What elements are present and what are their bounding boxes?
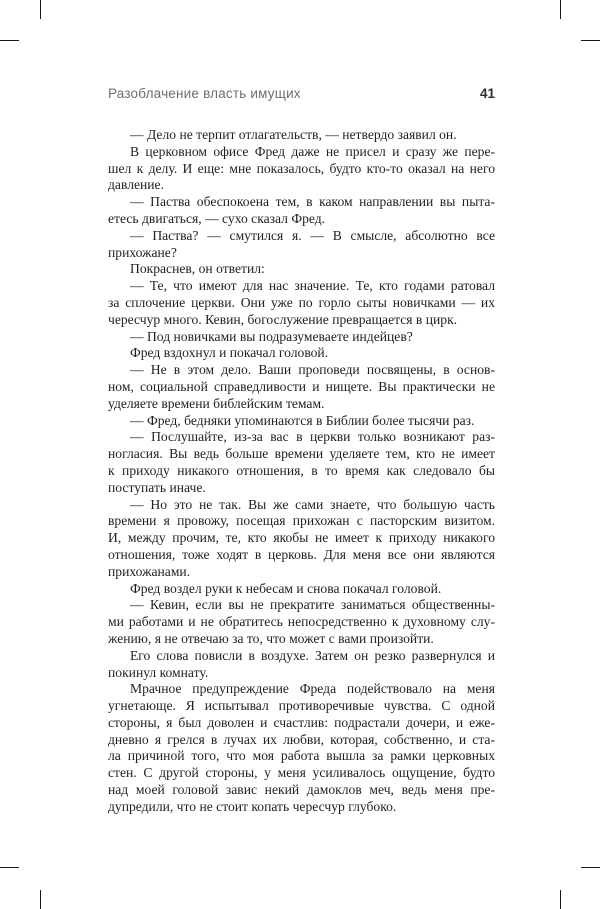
text-line: над моей головой завис некий дамоклов меч, ведь меня пре- — [108, 782, 495, 798]
text-line: И, между прочим, те, кто якобы не имеет к приходу никакого — [108, 530, 495, 546]
text-line: отношения, тоже ходят в церковь. Для меня все они являются — [108, 546, 495, 562]
paragraph — [108, 597, 495, 647]
text-line: Покраснев, он ответил: — [130, 261, 265, 277]
text-line: — Под новичками вы подразумеваете индейцев? — [130, 328, 413, 344]
text-line: дневно я грелся в лучах их любви, которая, собственно, и ста- — [108, 731, 495, 747]
text-line: угнетающе. Я испытывал противоречивые чувства. С одной — [108, 698, 495, 714]
paragraph — [108, 228, 495, 262]
text-line: стороны, я был доволен и счастлив: подрастали дочери, и еже- — [108, 714, 495, 730]
running-header — [108, 86, 495, 102]
running-title: Разоблачение власть имущих — [108, 86, 301, 101]
text-line: жению, я не отвечаю за то, что может с вами произойти. — [108, 630, 434, 646]
text-line: В церковном офисе Фред даже не присел и сразу же пере- — [130, 143, 495, 159]
text-line: Мрачное предупреждение Фреда подействовало на меня — [130, 681, 495, 697]
text-line: уделяете времени библейским темам. — [108, 395, 325, 411]
crop-mark-top-right-vertical — [560, 0, 561, 19]
text-line: прихожане? — [108, 244, 177, 260]
text-line: дупредили, что не стоит копать чересчур глубоко. — [108, 798, 397, 814]
paragraph — [108, 648, 495, 682]
text-line: — Кевин, если вы не прекратите заниматься общественны- — [130, 597, 495, 613]
crop-mark-bottom-left-horizontal — [0, 867, 19, 868]
text-line: — Не в этом дело. Ваши проповеди посвящены, в основ- — [130, 362, 495, 378]
crop-mark-bottom-right-horizontal — [581, 867, 600, 868]
text-line: — Паства обеспокоена тем, в каком направлении вы пыта- — [130, 194, 495, 210]
text-line: — Послушайте, из-за вас в церкви только возникают раз- — [130, 429, 495, 445]
text-line: Фред вздохнул и покачал головой. — [130, 345, 329, 361]
text-line: чересчур много. Кевин, богослужение превращается в цирк. — [108, 311, 458, 327]
text-line: за сплочение церкви. Они уже по горло сыты новичками — их — [108, 294, 495, 310]
text-line: стен. С другой стороны, у меня усиливалось ощущение, будто — [108, 765, 495, 781]
paragraph — [108, 362, 495, 412]
text-line: — Фред, бедняки упоминаются в Библии более тысячи раз. — [130, 412, 475, 428]
text-line: времени я провожу, посещая прихожан с пасторским визитом. — [108, 513, 495, 529]
paragraph — [108, 497, 495, 581]
paragraph — [108, 429, 495, 496]
text-line: прихожанами. — [108, 563, 191, 579]
crop-mark-top-left-vertical — [40, 0, 41, 19]
paragraph — [108, 581, 495, 598]
paragraph — [108, 278, 495, 328]
paragraph — [108, 127, 495, 144]
text-line: — Те, что имеют для нас значение. Те, кто годами ратовал — [130, 278, 495, 294]
paragraph — [108, 144, 495, 194]
text-line: ла причиной того, что моя работа вышла за рамки церковных — [108, 748, 495, 764]
paragraph — [108, 194, 495, 228]
text-line: Его слова повисли в воздухе. Затем он резко развернулся и — [130, 647, 495, 663]
paragraph — [108, 345, 495, 362]
text-line: к приходу никакого отношения, в то время как следовало бы — [108, 462, 495, 478]
body-text — [108, 127, 495, 816]
text-line: — Дело не терпит отлагательств, — нетвердо заявил он. — [130, 127, 457, 142]
text-line: ном, социальной справедливости и нищете. Вы практически не — [108, 378, 495, 394]
text-line: ногласия. Вы ведь больше времени уделяете тем, кто не имеет — [108, 446, 495, 462]
text-line: — Паства? — смутился я. — В смысле, абсолютно все — [130, 227, 495, 243]
text-line: шел к делу. И еще: мне показалось, будто кто-то оказал на него — [108, 160, 495, 176]
paragraph — [108, 261, 495, 278]
text-line: — Но это не так. Вы же сами знаете, что большую часть — [130, 496, 495, 512]
text-line: Фред воздел руки к небесам и снова покачал головой. — [130, 580, 442, 596]
crop-mark-top-right-horizontal — [581, 40, 600, 41]
paragraph — [108, 329, 495, 346]
text-line: давление. — [108, 177, 164, 193]
page-content — [108, 86, 495, 816]
text-line: ми работами и не обратитесь непосредственно к духовному слу- — [108, 614, 495, 630]
crop-mark-bottom-left-vertical — [40, 890, 41, 909]
page-number: 41 — [479, 86, 495, 101]
text-line: покинул комнату. — [108, 664, 209, 680]
crop-mark-bottom-right-vertical — [560, 890, 561, 909]
crop-mark-top-left-horizontal — [0, 40, 19, 41]
text-line: етесь двигаться, — сухо сказал Фред. — [108, 210, 326, 226]
paragraph — [108, 681, 495, 815]
text-line: поступать иначе. — [108, 479, 206, 495]
paragraph — [108, 413, 495, 430]
